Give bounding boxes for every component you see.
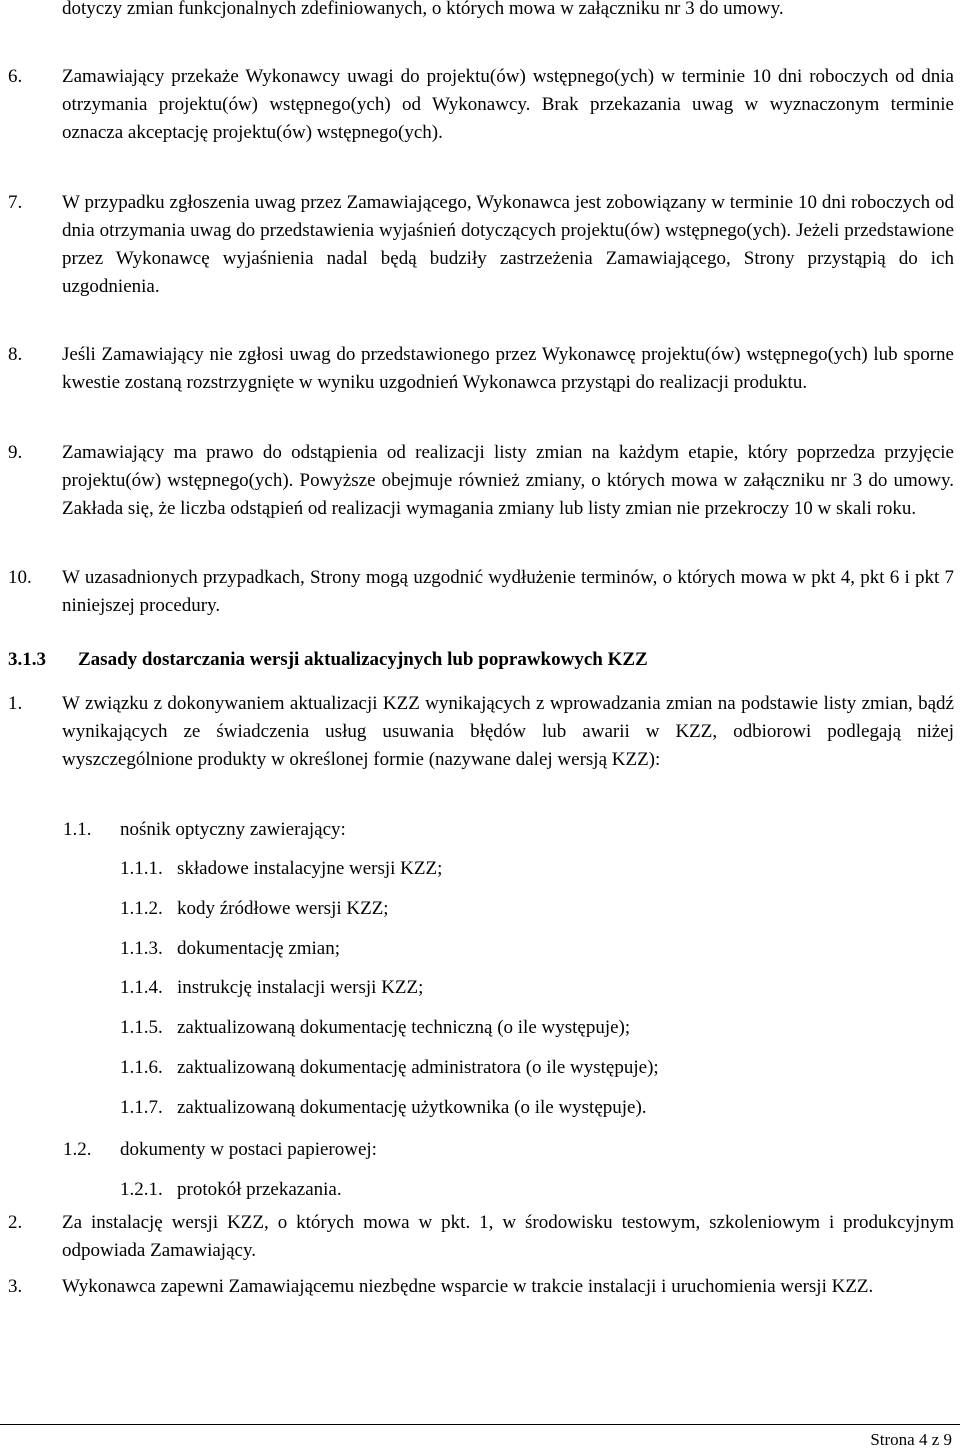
list-text: Zamawiający ma prawo do odstąpienia od realizacji listy zmian na każdym etapie, który poprzedza przyjęcie projektu(ów) wstępnego(ych). Powyższe obejmuje również zmiany, o których mowa w załączniku nr 3 do umowy. Zakłada się, że liczba odstąpień od realizacji wymagania zmiany lub listy zmian nie przekroczy 10 w skali roku.: [62, 442, 954, 519]
list-item-7: [8, 189, 954, 301]
page-number: Strona 4 z 9: [870, 1430, 952, 1449]
list-text: nośnik optyczny zawierający:: [120, 819, 346, 840]
list-number: 3.: [8, 1276, 23, 1297]
continued-paragraph: dotyczy zmian funkcjonalnych zdefiniowanych, o których mowa w załączniku nr 3 do umowy.: [62, 0, 784, 19]
list-number: 7.: [8, 192, 23, 213]
sub-sub-item: [120, 855, 940, 883]
list-text: instrukcję instalacji wersji KZZ;: [177, 977, 424, 998]
section-item-3: [8, 1273, 954, 1301]
list-text: dokumentację zmian;: [177, 938, 341, 959]
sub-sub-item: [120, 1094, 940, 1122]
section-title: Zasady dostarczania wersji aktualizacyjnych lub poprawkowych KZZ: [78, 649, 648, 670]
list-number: 1.1.3.: [120, 938, 163, 959]
list-text: kody źródłowe wersji KZZ;: [177, 898, 389, 919]
footer-divider: [0, 1424, 960, 1425]
list-text: W przypadku zgłoszenia uwag przez Zamawiającego, Wykonawca jest zobowiązany w terminie 10 dni roboczych od dnia otrzymania uwag do przedstawienia wyjaśnień dotyczących projektu(ów) wstępnego(ych). Jeżeli przedstawione przez Wykonawcę wyjaśnienia nadal będą budziły zastrzeżenia Zamawiającego, Strony przystąpią do ich uzgodnienia.: [62, 192, 954, 297]
sub-sub-item: [120, 895, 940, 923]
list-number: 1.1.2.: [120, 898, 163, 919]
list-text: zaktualizowaną dokumentację techniczną (o ile występuje);: [177, 1017, 631, 1038]
list-number: 1.1.4.: [120, 977, 163, 998]
list-item-9: [8, 439, 954, 523]
sub-sub-item: [120, 1014, 940, 1042]
list-text: zaktualizowaną dokumentację użytkownika (o ile występuje).: [177, 1097, 647, 1118]
list-number: 1.1.5.: [120, 1017, 163, 1038]
list-text: dokumenty w postaci papierowej:: [120, 1139, 377, 1160]
list-text: Za instalację wersji KZZ, o których mowa w pkt. 1, w środowisku testowym, szkoleniowym i produkcyjnym odpowiada Zamawiający.: [62, 1212, 954, 1261]
list-number: 1.1.1.: [120, 858, 163, 879]
list-item-8: [8, 341, 954, 397]
list-number: 9.: [8, 442, 23, 463]
list-text: protokół przekazania.: [177, 1179, 342, 1200]
list-number: 1.: [8, 693, 23, 714]
section-item-1: [8, 690, 954, 774]
list-number: 1.1.7.: [120, 1097, 163, 1118]
list-text: składowe instalacyjne wersji KZZ;: [177, 858, 443, 879]
list-number: 2.: [8, 1212, 23, 1233]
list-number: 6.: [8, 66, 23, 87]
list-text: W uzasadnionych przypadkach, Strony mogą uzgodnić wydłużenie terminów, o których mowa w pkt 4, pkt 6 i pkt 7 niniejszej procedury.: [62, 567, 954, 616]
list-text: W związku z dokonywaniem aktualizacji KZZ wynikających z wprowadzania zmian na podstawie listy zmian, bądź wynikających ze świadczenia usług usuwania błędów lub awarii w KZZ, odbiorowi podlegają niżej wyszczególnione produkty w określonej formie (nazywane dalej wersją KZZ):: [62, 693, 954, 770]
list-text: zaktualizowaną dokumentację administratora (o ile występuje);: [177, 1057, 659, 1078]
sub-item-1-1: [63, 816, 943, 844]
list-number: 10.: [8, 567, 32, 588]
list-item-10: [8, 564, 954, 620]
section-item-2: [8, 1209, 954, 1265]
list-number: 1.1.6.: [120, 1057, 163, 1078]
sub-sub-item: [120, 935, 940, 963]
list-number: 1.2.: [63, 1139, 92, 1160]
sub-sub-item: [120, 1176, 940, 1204]
sub-sub-item: [120, 1054, 940, 1082]
list-text: Jeśli Zamawiający nie zgłosi uwag do przedstawionego przez Wykonawcę projektu(ów) wstępnego(ych) lub sporne kwestie zostaną rozstrzygnięte w wyniku uzgodnień Wykonawca przystąpi do realizacji produktu.: [62, 344, 954, 393]
sub-item-1-2: [63, 1136, 943, 1164]
list-item-6: [8, 63, 954, 147]
list-number: 1.2.1.: [120, 1179, 163, 1200]
section-number: 3.1.3: [8, 649, 46, 670]
sub-sub-item: [120, 974, 940, 1002]
list-text: Wykonawca zapewni Zamawiającemu niezbędne wsparcie w trakcie instalacji i uruchomienia wersji KZZ.: [62, 1276, 874, 1297]
list-number: 8.: [8, 344, 23, 365]
section-heading: [8, 646, 954, 674]
list-text: Zamawiający przekaże Wykonawcy uwagi do projektu(ów) wstępnego(ych) w terminie 10 dni roboczych od dnia otrzymania projektu(ów) wstępnego(ych) od Wykonawcy. Brak przekazania uwag w wyznaczonym terminie oznacza akceptację projektu(ów) wstępnego(ych).: [62, 66, 954, 143]
list-number: 1.1.: [63, 819, 92, 840]
